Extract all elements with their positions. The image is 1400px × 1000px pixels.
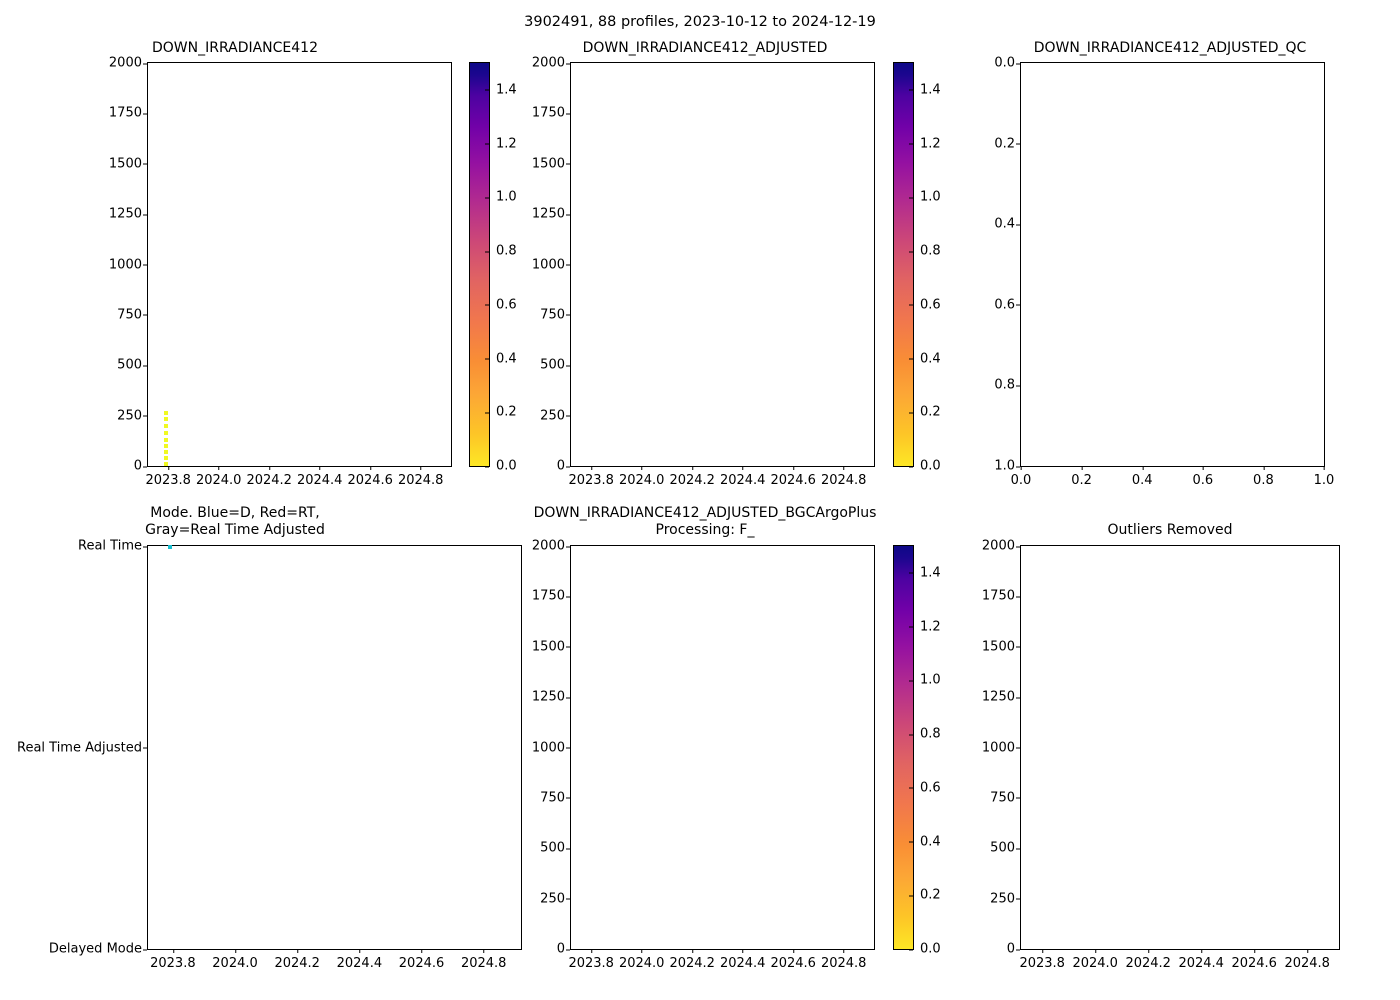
x-tick-label: 2024.2 [669,956,715,971]
y-tick-mark [1016,305,1020,306]
x-tick-label: 2024.0 [619,473,665,488]
x-tick-label: 2024.4 [1178,956,1224,971]
x-tick-mark [1203,466,1204,470]
colorbar-tick-mark [909,734,913,735]
panel5-colorbar-gradient [894,546,913,949]
y-tick-mark [566,466,570,467]
colorbar-tick-mark [909,305,913,306]
colorbar-tick-label: 0.4 [913,834,941,849]
y-tick-label: 0.2 [994,136,1015,151]
x-tick-mark [1254,949,1255,953]
panel4-title-line1: Mode. Blue=D, Red=RT, [150,505,320,521]
y-tick-label: 1000 [109,257,142,272]
x-tick-mark [297,949,298,953]
x-tick-label: 2024.0 [1072,956,1118,971]
x-tick-label: 0.2 [1071,473,1092,488]
y-tick-label: 1500 [109,156,142,171]
x-tick-label: 2024.4 [720,956,766,971]
y-tick-label: 1500 [982,639,1015,654]
data-point [164,431,168,435]
y-tick-label: 0.8 [994,378,1015,393]
y-tick-label: 0 [557,942,565,957]
colorbar-tick-label: 0.8 [913,727,941,742]
panel-down-irradiance412-adjusted [470,40,940,490]
data-point [164,417,168,421]
x-tick-label: 2024.6 [770,956,816,971]
x-tick-label: 2023.8 [145,473,191,488]
x-tick-label: 0.4 [1132,473,1153,488]
y-tick-label: 1750 [982,589,1015,604]
y-tick-label: 1750 [532,106,565,121]
y-tick-mark [1016,596,1020,597]
y-tick-label: 0.0 [994,56,1015,71]
y-tick-label: Real Time [78,539,142,554]
y-tick-mark [1016,899,1020,900]
panel2-title: DOWN_IRRADIANCE412_ADJUSTED [582,40,828,56]
x-tick-label: 2024.8 [398,473,444,488]
x-tick-label: 2024.0 [619,956,665,971]
y-tick-mark [143,164,147,165]
y-tick-mark [143,214,147,215]
y-tick-mark [1016,647,1020,648]
colorbar-tick-label: 1.2 [489,136,517,151]
colorbar-tick-mark [909,144,913,145]
x-tick-label: 2024.8 [821,473,867,488]
colorbar-tick-label: 1.0 [913,673,941,688]
x-tick-mark [1324,466,1325,470]
x-tick-label: 1.0 [1314,473,1335,488]
y-tick-label: 750 [540,790,565,805]
y-tick-label: 1750 [109,106,142,121]
y-tick-label: 1250 [532,690,565,705]
x-tick-mark [1021,466,1022,470]
colorbar-tick-label: 1.4 [913,82,941,97]
x-tick-mark [219,466,220,470]
data-point [168,545,172,549]
y-tick-label: 2000 [532,539,565,554]
y-tick-label: 250 [540,891,565,906]
y-tick-label: 250 [990,891,1015,906]
x-tick-label: 0.6 [1192,473,1213,488]
panel4-title-line2: Gray=Real Time Adjusted [145,522,325,538]
y-tick-label: 0.4 [994,217,1015,232]
panel-down-irradiance412 [0,40,470,490]
y-tick-mark [1016,949,1020,950]
y-tick-mark [1016,697,1020,698]
x-tick-mark [1148,949,1149,953]
x-tick-mark [743,466,744,470]
y-tick-label: 1250 [982,690,1015,705]
colorbar-tick-label: 0.0 [913,942,941,957]
y-tick-label: 500 [540,358,565,373]
colorbar-tick-label: 1.2 [913,619,941,634]
x-tick-mark [793,949,794,953]
panel3-title: DOWN_IRRADIANCE412_ADJUSTED_QC [1033,40,1307,56]
x-tick-label: 2024.8 [1284,956,1330,971]
panel5-title-line1: DOWN_IRRADIANCE412_ADJUSTED_BGCArgoPlus [533,505,877,521]
panel2-axes [531,55,875,488]
figure-suptitle: 3902491, 88 profiles, 2023-10-12 to 2024-12-19 [524,14,876,30]
y-tick-mark [1016,466,1020,467]
y-tick-mark [143,265,147,266]
x-tick-label: 0.0 [1011,473,1032,488]
y-tick-label: 0 [1007,942,1015,957]
colorbar-tick-label: 0.2 [489,405,517,420]
x-tick-label: 2023.8 [150,956,196,971]
x-tick-label: 2024.2 [1125,956,1171,971]
y-tick-label: 2000 [109,56,142,71]
y-tick-mark [1016,748,1020,749]
y-tick-label: 2000 [532,56,565,71]
y-tick-label: 1500 [532,639,565,654]
y-tick-mark [566,798,570,799]
y-tick-mark [566,748,570,749]
x-tick-mark [692,949,693,953]
panel1-axes [108,55,452,488]
y-tick-mark [143,949,147,950]
data-point [164,424,168,428]
x-tick-label: 2024.0 [212,956,258,971]
x-tick-mark [1263,466,1264,470]
y-tick-mark [566,546,570,547]
x-tick-mark [642,466,643,470]
panel-bgcargoplus [470,505,940,980]
panel5-title-line2: Processing: F_ [655,522,755,538]
panel2-colorbar [893,62,941,474]
y-tick-label: 1000 [982,740,1015,755]
x-tick-mark [235,949,236,953]
panel-down-irradiance412-adjusted-qc [940,40,1400,490]
x-tick-label: 2024.4 [297,473,343,488]
colorbar-tick-mark [909,90,913,91]
colorbar-tick-label: 0.6 [913,297,941,312]
x-tick-mark [844,949,845,953]
y-tick-mark [1016,848,1020,849]
colorbar-tick-mark [909,197,913,198]
x-tick-mark [1307,949,1308,953]
y-tick-mark [1016,546,1020,547]
y-tick-mark [1016,798,1020,799]
colorbar-tick-mark [909,466,913,467]
colorbar-tick-label: 0.0 [913,459,941,474]
y-tick-label: Delayed Mode [49,942,142,957]
x-tick-label: 2024.6 [1231,956,1277,971]
x-tick-label: 0.8 [1253,473,1274,488]
y-tick-mark [1016,224,1020,225]
y-tick-label: 750 [540,307,565,322]
data-point [164,438,168,442]
colorbar-tick-label: 1.4 [489,82,517,97]
x-tick-label: 2024.2 [669,473,715,488]
x-tick-label: 2024.2 [274,956,320,971]
x-tick-label: 2023.8 [568,473,614,488]
y-tick-label: 1250 [532,207,565,222]
y-tick-label: 2000 [982,539,1015,554]
colorbar-tick-label: 0.2 [913,888,941,903]
x-tick-mark [1095,949,1096,953]
panel4-axes [17,538,522,971]
colorbar-tick-label: 1.0 [489,190,517,205]
x-tick-label: 2023.8 [1019,956,1065,971]
y-tick-label: 0 [557,459,565,474]
y-tick-mark [143,365,147,366]
x-tick-mark [642,949,643,953]
y-tick-mark [1016,144,1020,145]
colorbar-tick-label: 0.0 [489,459,517,474]
x-tick-label: 2023.8 [568,956,614,971]
y-tick-label: 250 [540,408,565,423]
y-tick-mark [566,899,570,900]
y-tick-mark [566,848,570,849]
colorbar-tick-mark [909,573,913,574]
y-tick-label: 1750 [532,589,565,604]
y-tick-mark [566,697,570,698]
x-tick-mark [422,949,423,953]
y-tick-mark [566,265,570,266]
x-tick-label: 2024.8 [821,956,867,971]
x-tick-mark [1142,466,1143,470]
y-tick-mark [1016,385,1020,386]
colorbar-tick-label: 1.0 [913,190,941,205]
y-tick-mark [143,416,147,417]
x-tick-mark [1201,949,1202,953]
colorbar-tick-label: 0.4 [489,351,517,366]
y-tick-mark [143,546,147,547]
y-tick-label: 250 [117,408,142,423]
y-tick-label: 750 [990,790,1015,805]
x-tick-mark [168,466,169,470]
y-tick-label: 0.6 [994,297,1015,312]
colorbar-tick-label: 0.6 [913,780,941,795]
x-tick-mark [269,466,270,470]
colorbar-tick-mark [909,895,913,896]
colorbar-tick-mark [909,842,913,843]
y-tick-mark [566,113,570,114]
colorbar-tick-label: 0.6 [489,297,517,312]
x-tick-label: 2024.6 [770,473,816,488]
x-tick-mark [359,949,360,953]
panel5-axes [531,538,875,971]
panel1-title: DOWN_IRRADIANCE412 [151,40,318,56]
y-tick-mark [566,63,570,64]
y-tick-mark [566,416,570,417]
colorbar-tick-mark [909,412,913,413]
y-tick-mark [566,365,570,366]
y-tick-label: 750 [117,307,142,322]
data-point [164,444,168,448]
colorbar-tick-mark [909,788,913,789]
x-tick-mark [173,949,174,953]
y-tick-mark [566,164,570,165]
colorbar-tick-mark [909,251,913,252]
x-tick-mark [320,466,321,470]
y-tick-label: 1.0 [994,459,1015,474]
x-tick-mark [421,466,422,470]
x-tick-label: 2024.6 [347,473,393,488]
x-tick-mark [1042,949,1043,953]
y-tick-mark [143,113,147,114]
x-tick-mark [591,949,592,953]
x-tick-mark [844,466,845,470]
colorbar-tick-label: 0.4 [913,351,941,366]
data-point [164,450,168,454]
y-tick-mark [566,315,570,316]
colorbar-tick-label: 0.8 [913,244,941,259]
y-tick-mark [143,63,147,64]
panel6-axes [981,538,1340,971]
y-tick-mark [143,748,147,749]
y-tick-label: Real Time Adjusted [17,740,142,755]
data-point [164,456,168,460]
panel-mode [0,505,507,980]
y-tick-mark [566,647,570,648]
y-tick-label: 1250 [109,207,142,222]
x-tick-label: 2024.0 [196,473,242,488]
colorbar-tick-mark [909,680,913,681]
x-tick-label: 2024.4 [337,956,383,971]
x-tick-mark [793,466,794,470]
y-tick-label: 1000 [532,257,565,272]
x-tick-mark [591,466,592,470]
data-point [164,411,168,415]
colorbar-tick-label: 0.8 [489,244,517,259]
colorbar-tick-label: 0.2 [913,405,941,420]
y-tick-label: 1500 [532,156,565,171]
x-tick-label: 2024.8 [461,956,507,971]
y-tick-label: 0 [134,459,142,474]
x-tick-label: 2024.4 [720,473,766,488]
y-tick-mark [143,466,147,467]
y-tick-mark [143,315,147,316]
colorbar-tick-label: 1.4 [913,565,941,580]
x-tick-mark [370,466,371,470]
y-tick-label: 500 [990,841,1015,856]
data-point [164,462,168,466]
x-tick-label: 2024.6 [399,956,445,971]
y-tick-label: 1000 [532,740,565,755]
x-tick-mark [1082,466,1083,470]
colorbar-tick-label: 1.2 [913,136,941,151]
panel6-title: Outliers Removed [1107,522,1233,538]
x-tick-mark [692,466,693,470]
panel-outliers-removed [940,505,1400,980]
y-tick-mark [566,949,570,950]
y-tick-label: 500 [117,358,142,373]
panel3-axes [994,55,1335,488]
colorbar-tick-mark [909,949,913,950]
colorbar-tick-mark [909,359,913,360]
y-tick-label: 500 [540,841,565,856]
panel2-colorbar-gradient [894,63,913,466]
colorbar-tick-mark [909,627,913,628]
panel5-colorbar [893,545,941,957]
x-tick-mark [743,949,744,953]
y-tick-mark [566,596,570,597]
y-tick-mark [566,214,570,215]
x-tick-label: 2024.2 [246,473,292,488]
y-tick-mark [1016,63,1020,64]
